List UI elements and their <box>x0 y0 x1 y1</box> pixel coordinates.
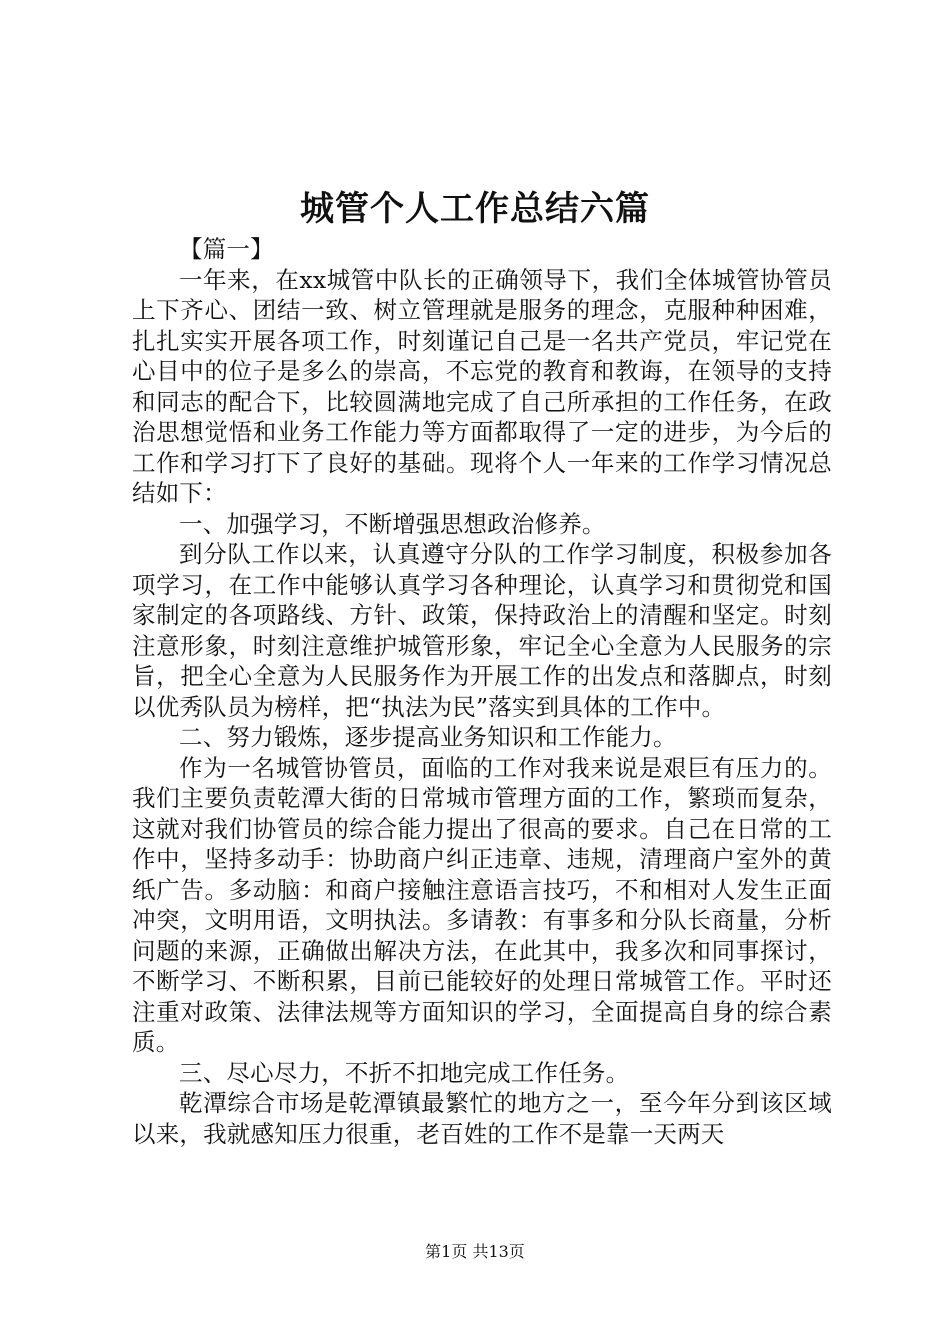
subsection-heading: 三、尽心尽力，不折不扣地完成工作任务。 <box>179 1058 630 1087</box>
document-body <box>132 234 832 1149</box>
section-heading: 【篇一】 <box>179 235 274 263</box>
subsection-heading: 一、加强学习，不断增强思想政治修养。 <box>179 509 606 538</box>
document-title: 城管个人工作总结六篇 <box>300 189 650 229</box>
paragraph: 乾潭综合市场是乾潭镇最繁忙的地方之一，至今年分到该区域以来，我就感知压力很重，老百姓的工作不是靠一天两天 <box>132 1089 832 1148</box>
paragraph: 一年来，在xx城管中队长的正确领导下，我们全体城管协管员上下齐心、团结一致、树立管理就是服务的理念，克服种种困难，扎扎实实开展各项工作，时刻谨记自己是一名共产党员，牢记党在心目中的位子是多么的崇高，不忘党的教育和教诲，在领导的支持和同志的配合下，比较圆满地完成了自己所承担的工作任务，在政治思想觉悟和业务工作能力等方面都取得了一定的进步，为今后的工作和学习打下了良好的基础。现将个人一年来的工作学习情况总结如下： <box>132 265 832 507</box>
paragraph: 到分队工作以来，认真遵守分队的工作学习制度，积极参加各项学习，在工作中能够认真学习各种理论，认真学习和贯彻党和国家制定的各项路线、方针、政策，保持政治上的清醒和坚定。时刻注意形象，时刻注意维护城管形象，牢记全心全意为人民服务的宗旨，把全心全意为人民服务作为开展工作的出发点和落脚点，时刻以优秀队员为榜样，把“执法为民”落实到具体的工作中。 <box>132 540 832 721</box>
paragraph: 作为一名城管协管员，面临的工作对我来说是艰巨有压力的。我们主要负责乾潭大街的日常城市管理方面的工作，繁琐而复杂，这就对我们协管员的综合能力提出了很高的要求。自己在日常的工作中，坚持多动手：协助商户纠正违章、违规，清理商户室外的黄纸广告。多动脑：和商户接触注意语言技巧，不和相对人发生正面冲突，文明用语，文明执法。多请教：有事多和分队长商量，分析问题的来源，正确做出解决方法，在此其中，我多次和同事探讨，不断学习、不断积累，目前已能较好的处理日常城管工作。平时还注重对政策、法律法规等方面知识的学习，全面提高自身的综合素质。 <box>132 753 832 1056</box>
page-footer: 第1页 共13页 <box>425 1242 525 1261</box>
subsection-heading: 二、努力锻炼，逐步提高业务知识和工作能力。 <box>179 723 677 751</box>
